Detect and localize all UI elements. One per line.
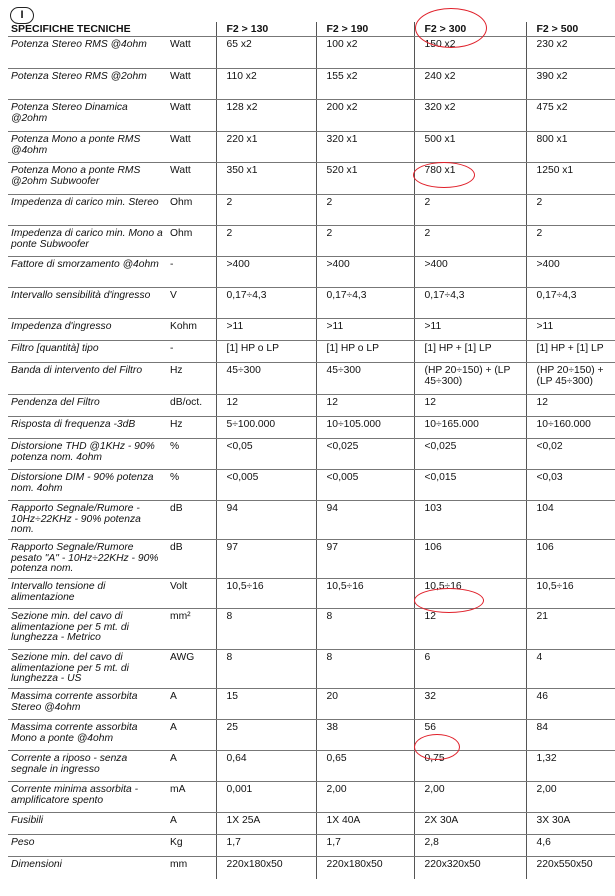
spec-value: 220x320x50	[414, 857, 526, 879]
spec-value: 155 x2	[316, 69, 414, 100]
spec-value: 2	[526, 226, 615, 257]
spec-value: 1250 x1	[526, 163, 615, 195]
spec-value: 0,17÷4,3	[316, 288, 414, 319]
spec-value: 2	[316, 195, 414, 226]
spec-name: Impedenza di carico min. Mono a ponte Subwoofer	[8, 226, 166, 257]
spec-value: 2	[414, 195, 526, 226]
spec-value: <0,03	[526, 470, 615, 501]
table-row	[8, 37, 615, 69]
spec-name: Corrente a riposo - senza segnale in ingresso	[8, 751, 166, 782]
spec-value: 1X 40A	[316, 813, 414, 835]
table-row	[8, 363, 615, 395]
spec-unit: Kg	[166, 835, 216, 857]
model-header: F2 > 190	[316, 22, 414, 37]
spec-unit: A	[166, 751, 216, 782]
spec-value: <0,02	[526, 439, 615, 470]
spec-value: 1,7	[316, 835, 414, 857]
spec-value: 2,8	[414, 835, 526, 857]
spec-value: 0,001	[216, 782, 316, 813]
spec-value: 25	[216, 720, 316, 751]
table-row	[8, 417, 615, 439]
spec-value: >11	[414, 319, 526, 341]
spec-value: 2,00	[414, 782, 526, 813]
spec-value: 350 x1	[216, 163, 316, 195]
spec-value: 0,17÷4,3	[216, 288, 316, 319]
spec-name: Rapporto Segnale/Rumore - 10Hz÷22KHz - 90% potenza nom.	[8, 501, 166, 540]
spec-value: 320 x2	[414, 100, 526, 132]
spec-value: 500 x1	[414, 132, 526, 163]
table-header-row	[8, 22, 615, 37]
spec-name: Potenza Stereo RMS @2ohm	[8, 69, 166, 100]
spec-name: Peso	[8, 835, 166, 857]
spec-name: Intervallo sensibilità d'ingresso	[8, 288, 166, 319]
spec-value: 475 x2	[526, 100, 615, 132]
spec-value: 780 x1	[414, 163, 526, 195]
spec-value: 2	[316, 226, 414, 257]
table-title: SPECIFICHE TECNICHE	[8, 22, 216, 37]
spec-unit: A	[166, 813, 216, 835]
spec-name: Distorsione DIM - 90% potenza nom. 4ohm	[8, 470, 166, 501]
spec-table	[8, 22, 615, 879]
table-row	[8, 689, 615, 720]
spec-value: 12	[526, 395, 615, 417]
spec-unit: Watt	[166, 100, 216, 132]
spec-value: >400	[316, 257, 414, 288]
spec-value: 45÷300	[316, 363, 414, 395]
spec-value: >11	[216, 319, 316, 341]
spec-unit: Ohm	[166, 195, 216, 226]
spec-value: 390 x2	[526, 69, 615, 100]
table-row	[8, 579, 615, 609]
table-row	[8, 835, 615, 857]
spec-value: 2	[216, 226, 316, 257]
spec-value: 97	[216, 540, 316, 579]
spec-unit: Watt	[166, 132, 216, 163]
table-row	[8, 288, 615, 319]
spec-unit: Kohm	[166, 319, 216, 341]
table-row	[8, 69, 615, 100]
spec-value: 8	[216, 609, 316, 650]
table-row	[8, 257, 615, 288]
table-row	[8, 195, 615, 226]
spec-value: 84	[526, 720, 615, 751]
spec-value: 10,5÷16	[526, 579, 615, 609]
spec-value: 1,7	[216, 835, 316, 857]
table-row	[8, 813, 615, 835]
spec-value: >11	[526, 319, 615, 341]
spec-value: [1] HP o LP	[316, 341, 414, 363]
table-row	[8, 720, 615, 751]
spec-unit: Ohm	[166, 226, 216, 257]
table-row	[8, 857, 615, 879]
spec-value: 10,5÷16	[414, 579, 526, 609]
spec-value: 320 x1	[316, 132, 414, 163]
spec-unit: AWG	[166, 650, 216, 689]
spec-value: 8	[316, 609, 414, 650]
table-row	[8, 650, 615, 689]
language-badge: I	[10, 7, 34, 24]
table-row	[8, 226, 615, 257]
spec-value: 10÷160.000	[526, 417, 615, 439]
spec-value: 106	[414, 540, 526, 579]
table-row	[8, 751, 615, 782]
spec-value: 15	[216, 689, 316, 720]
spec-value: 2	[526, 195, 615, 226]
spec-value: 8	[316, 650, 414, 689]
spec-name: Massima corrente assorbita Mono a ponte @4ohm	[8, 720, 166, 751]
spec-name: Dimensioni	[11, 859, 62, 870]
spec-unit: Watt	[166, 37, 216, 69]
spec-value: 56	[414, 720, 526, 751]
spec-value: 0,64	[216, 751, 316, 782]
spec-value: 800 x1	[526, 132, 615, 163]
spec-unit: Watt	[166, 69, 216, 100]
spec-name: Corrente minima assorbita - amplificatore spento	[8, 782, 166, 813]
spec-value: 106	[526, 540, 615, 579]
spec-value: 2	[414, 226, 526, 257]
spec-name: Potenza Mono a ponte RMS @4ohm	[8, 132, 166, 163]
spec-unit: -	[166, 341, 216, 363]
spec-name: Sezione min. del cavo di alimentazione per 5 mt. di lunghezza - US	[8, 650, 166, 689]
spec-value: 3X 30A	[526, 813, 615, 835]
spec-value: 128 x2	[216, 100, 316, 132]
spec-value: 220x180x50	[316, 857, 414, 879]
spec-unit: A	[166, 689, 216, 720]
spec-value: 38	[316, 720, 414, 751]
spec-unit: A	[166, 720, 216, 751]
spec-unit: dB	[166, 501, 216, 540]
spec-value: <0,025	[316, 439, 414, 470]
spec-value: <0,025	[414, 439, 526, 470]
spec-name: Potenza Mono a ponte RMS @2ohm Subwoofer	[8, 163, 166, 195]
spec-value: 12	[216, 395, 316, 417]
spec-value: 220 x1	[216, 132, 316, 163]
spec-name: Distorsione THD @1KHz - 90% potenza nom. 4ohm	[8, 439, 166, 470]
spec-value: >400	[526, 257, 615, 288]
spec-unit: -	[166, 257, 216, 288]
table-row	[8, 470, 615, 501]
spec-value: 1,32	[526, 751, 615, 782]
spec-value: (HP 20÷150) + (LP 45÷300)	[526, 363, 615, 395]
spec-value: 2	[216, 195, 316, 226]
model-header: F2 > 300	[414, 22, 526, 37]
spec-value: 21	[526, 609, 615, 650]
spec-value: 104	[526, 501, 615, 540]
table-row	[8, 501, 615, 540]
spec-value: 240 x2	[414, 69, 526, 100]
spec-value: 10,5÷16	[216, 579, 316, 609]
spec-unit: V	[166, 288, 216, 319]
spec-value: 32	[414, 689, 526, 720]
spec-value: 100 x2	[316, 37, 414, 69]
spec-value: 0,75	[414, 751, 526, 782]
spec-value: 94	[316, 501, 414, 540]
spec-value: 230 x2	[526, 37, 615, 69]
spec-value: 4	[526, 650, 615, 689]
spec-unit: mm²	[166, 609, 216, 650]
spec-value: 12	[414, 609, 526, 650]
spec-value: >400	[216, 257, 316, 288]
spec-value: [1] HP o LP	[216, 341, 316, 363]
spec-value: >11	[316, 319, 414, 341]
spec-value: 12	[316, 395, 414, 417]
table-row	[8, 782, 615, 813]
spec-value: 200 x2	[316, 100, 414, 132]
spec-value: 65 x2	[216, 37, 316, 69]
spec-value: 0,65	[316, 751, 414, 782]
spec-name: Impedenza d'ingresso	[8, 319, 166, 341]
spec-value: 110 x2	[216, 69, 316, 100]
spec-unit: Volt	[166, 579, 216, 609]
spec-name: Massima corrente assorbita Stereo @4ohm	[8, 689, 166, 720]
spec-value: 1X 25A	[216, 813, 316, 835]
spec-value: [1] HP + [1] LP	[414, 341, 526, 363]
spec-unit: Hz	[166, 363, 216, 395]
spec-name: Rapporto Segnale/Rumore pesato "A" - 10Hz÷22KHz - 90% potenza nom.	[8, 540, 166, 579]
spec-value: 520 x1	[316, 163, 414, 195]
spec-value: 12	[414, 395, 526, 417]
spec-value: >400	[414, 257, 526, 288]
spec-value: 10÷165.000	[414, 417, 526, 439]
spec-unit: dB/oct.	[166, 395, 216, 417]
table-row	[8, 100, 615, 132]
spec-name: Risposta di frequenza -3dB	[8, 417, 166, 439]
spec-value: [1] HP + [1] LP	[526, 341, 615, 363]
spec-value: (HP 20÷150) + (LP 45÷300)	[414, 363, 526, 395]
spec-value: 97	[316, 540, 414, 579]
spec-name: Potenza Stereo RMS @4ohm	[8, 37, 166, 69]
spec-name: Fattore di smorzamento @4ohm	[8, 257, 166, 288]
spec-unit: mA	[166, 782, 216, 813]
spec-value: 2,00	[526, 782, 615, 813]
spec-value: 2X 30A	[414, 813, 526, 835]
spec-value: 94	[216, 501, 316, 540]
spec-value: 0,17÷4,3	[414, 288, 526, 319]
model-header: F2 > 130	[216, 22, 316, 37]
spec-value: 103	[414, 501, 526, 540]
spec-value: <0,005	[216, 470, 316, 501]
spec-unit: Watt	[166, 163, 216, 195]
spec-unit: %	[166, 439, 216, 470]
spec-name: Impedenza di carico min. Stereo	[8, 195, 166, 226]
spec-value: 0,17÷4,3	[526, 288, 615, 319]
spec-value: 10÷105.000	[316, 417, 414, 439]
spec-unit: dB	[166, 540, 216, 579]
spec-value: <0,015	[414, 470, 526, 501]
spec-name: Potenza Stereo Dinamica @2ohm	[8, 100, 166, 132]
spec-value: 6	[414, 650, 526, 689]
spec-value: 5÷100.000	[216, 417, 316, 439]
spec-unit: %	[166, 470, 216, 501]
spec-name: Sezione min. del cavo di alimentazione per 5 mt. di lunghezza - Metrico	[8, 609, 166, 650]
spec-value: 4,6	[526, 835, 615, 857]
spec-name: Intervallo tensione di alimentazione	[8, 579, 166, 609]
spec-value: 2,00	[316, 782, 414, 813]
table-row	[8, 319, 615, 341]
spec-unit: Hz	[166, 417, 216, 439]
spec-name: Pendenza del Filtro	[8, 395, 166, 417]
spec-name: Fusibili	[8, 813, 166, 835]
spec-value: 10,5÷16	[316, 579, 414, 609]
spec-value: 8	[216, 650, 316, 689]
spec-name: Filtro [quantità] tipo	[8, 341, 166, 363]
spec-value: 220x550x50	[526, 857, 615, 879]
spec-value: <0,005	[316, 470, 414, 501]
spec-value: 220x180x50	[216, 857, 316, 879]
table-row	[8, 439, 615, 470]
spec-value: 45÷300	[216, 363, 316, 395]
spec-value: 20	[316, 689, 414, 720]
table-row	[8, 163, 615, 195]
spec-value: <0,05	[216, 439, 316, 470]
table-row	[8, 132, 615, 163]
spec-value: 150 x2	[414, 37, 526, 69]
model-header: F2 > 500	[526, 22, 615, 37]
table-row	[8, 609, 615, 650]
spec-value: 46	[526, 689, 615, 720]
table-row	[8, 341, 615, 363]
spec-name: Banda di intervento del Filtro	[8, 363, 166, 395]
table-row	[8, 395, 615, 417]
table-row	[8, 540, 615, 579]
spec-unit: mm	[170, 859, 188, 870]
